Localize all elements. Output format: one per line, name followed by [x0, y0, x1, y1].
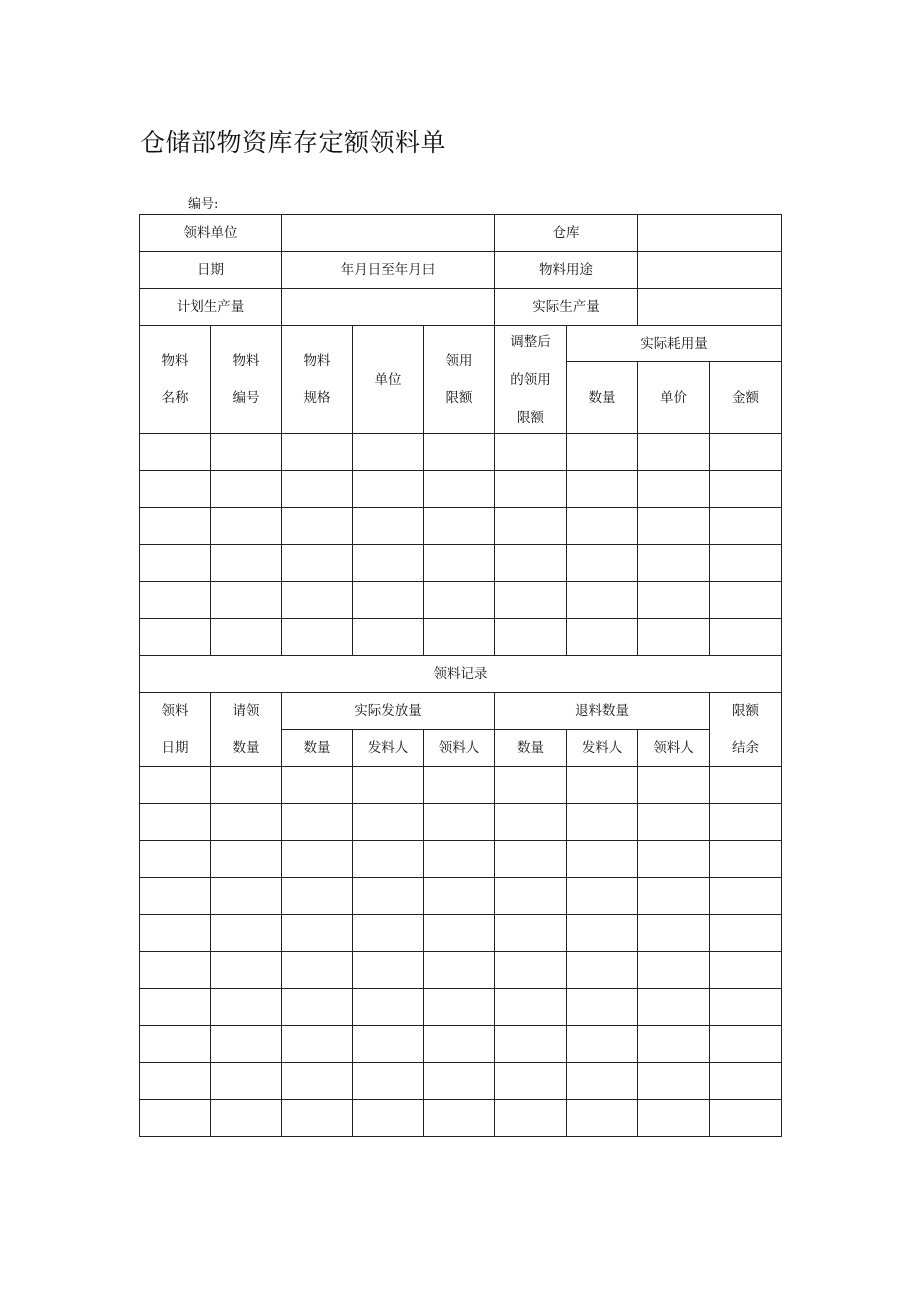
- table-cell[interactable]: [710, 952, 782, 989]
- actual-output-label: 实际生产量: [495, 289, 638, 326]
- planned-output-label: 计划生产量: [140, 289, 282, 326]
- table-cell[interactable]: [140, 989, 211, 1026]
- table-cell[interactable]: [710, 1063, 782, 1100]
- table-cell[interactable]: [710, 915, 782, 952]
- table-cell[interactable]: [495, 545, 567, 582]
- table-cell[interactable]: [140, 471, 211, 508]
- col-adjusted-limit-line3: 限额: [517, 409, 545, 426]
- table-cell[interactable]: [710, 508, 782, 545]
- table-row: [140, 915, 782, 952]
- table-cell[interactable]: [424, 434, 495, 471]
- table-cell[interactable]: [567, 1100, 638, 1137]
- table-cell[interactable]: [424, 804, 495, 841]
- table-row: [140, 619, 782, 656]
- table-cell[interactable]: [495, 508, 567, 545]
- table-cell[interactable]: [495, 767, 567, 804]
- table-cell[interactable]: [495, 989, 567, 1026]
- col-material-name-line2: 名称: [161, 390, 189, 406]
- table-cell[interactable]: [140, 1100, 211, 1137]
- materials-header-row-1: [140, 326, 782, 362]
- table-cell[interactable]: [638, 434, 710, 471]
- col-adjusted-limit-line2: 的领用: [510, 371, 551, 388]
- table-row: [140, 1063, 782, 1100]
- table-cell[interactable]: [638, 545, 710, 582]
- records-header-row-1: [140, 693, 782, 730]
- table-cell[interactable]: [567, 1063, 638, 1100]
- requisition-table: [139, 214, 782, 1137]
- table-cell[interactable]: [495, 804, 567, 841]
- records-section-row: [140, 656, 782, 693]
- table-cell[interactable]: [495, 841, 567, 878]
- table-cell[interactable]: [140, 434, 211, 471]
- table-cell[interactable]: [282, 619, 353, 656]
- table-cell[interactable]: [424, 582, 495, 619]
- table-cell[interactable]: [211, 1063, 282, 1100]
- table-row: [140, 841, 782, 878]
- table-cell[interactable]: [638, 841, 710, 878]
- table-cell[interactable]: [424, 619, 495, 656]
- table-cell[interactable]: [211, 841, 282, 878]
- form-title: 仓储部物资库存定额领料单: [140, 128, 447, 157]
- col-material-code: [211, 326, 282, 434]
- table-cell[interactable]: [353, 915, 424, 952]
- table-cell[interactable]: [567, 471, 638, 508]
- table-cell[interactable]: [424, 545, 495, 582]
- col-issued-receiver: 领料人: [424, 730, 495, 767]
- table-cell[interactable]: [140, 619, 211, 656]
- col-amount: 金额: [710, 362, 782, 434]
- table-cell[interactable]: [495, 952, 567, 989]
- table-cell[interactable]: [282, 1026, 353, 1063]
- table-cell[interactable]: [211, 619, 282, 656]
- table-cell[interactable]: [282, 915, 353, 952]
- table-cell[interactable]: [567, 952, 638, 989]
- table-cell[interactable]: [567, 1026, 638, 1063]
- records-rows: [140, 767, 782, 1137]
- table-cell[interactable]: [282, 878, 353, 915]
- group-actual-issued: 实际发放量: [282, 693, 495, 730]
- table-cell[interactable]: [638, 1026, 710, 1063]
- unit-field[interactable]: [282, 215, 495, 252]
- col-returned-quantity: 数量: [495, 730, 567, 767]
- table-cell[interactable]: [710, 471, 782, 508]
- table-cell[interactable]: [495, 1100, 567, 1137]
- table-cell[interactable]: [353, 582, 424, 619]
- table-cell[interactable]: [353, 1063, 424, 1100]
- table-cell[interactable]: [495, 878, 567, 915]
- warehouse-label: 仓库: [495, 215, 638, 252]
- table-cell[interactable]: [495, 1026, 567, 1063]
- table-cell[interactable]: [140, 841, 211, 878]
- table-cell[interactable]: [424, 767, 495, 804]
- col-usage-limit-line2: 限额: [445, 390, 473, 406]
- table-cell[interactable]: [710, 545, 782, 582]
- col-requested-qty: [211, 693, 282, 767]
- header-row-production: [140, 289, 782, 326]
- table-cell[interactable]: [211, 878, 282, 915]
- table-cell[interactable]: [424, 1063, 495, 1100]
- col-material-spec-line1: 物料: [303, 353, 331, 369]
- table-cell[interactable]: [424, 915, 495, 952]
- table-cell[interactable]: [353, 767, 424, 804]
- table-cell[interactable]: [424, 1100, 495, 1137]
- table-cell[interactable]: [211, 804, 282, 841]
- table-cell[interactable]: [353, 989, 424, 1026]
- table-cell[interactable]: [638, 1100, 710, 1137]
- table-cell[interactable]: [710, 1026, 782, 1063]
- table-row: [140, 804, 782, 841]
- table-cell[interactable]: [140, 545, 211, 582]
- table-row: [140, 508, 782, 545]
- materials-rows: [140, 434, 782, 656]
- col-material-spec-line2: 规格: [303, 390, 331, 406]
- table-row: [140, 952, 782, 989]
- table-cell[interactable]: [211, 434, 282, 471]
- table-cell[interactable]: [282, 582, 353, 619]
- col-requested-qty-line2: 数量: [232, 740, 260, 756]
- table-cell[interactable]: [638, 471, 710, 508]
- table-cell[interactable]: [495, 915, 567, 952]
- table-cell[interactable]: [495, 434, 567, 471]
- table-cell[interactable]: [211, 1100, 282, 1137]
- table-cell[interactable]: [638, 915, 710, 952]
- actual-output-field[interactable]: [638, 289, 782, 326]
- table-cell[interactable]: [495, 582, 567, 619]
- col-requisition-date: [140, 693, 211, 767]
- table-cell[interactable]: [353, 1100, 424, 1137]
- table-cell[interactable]: [353, 841, 424, 878]
- table-cell[interactable]: [211, 989, 282, 1026]
- col-requested-qty-line1: 请领: [232, 703, 260, 719]
- table-cell[interactable]: [567, 915, 638, 952]
- table-cell[interactable]: [282, 1063, 353, 1100]
- table-cell[interactable]: [140, 1063, 211, 1100]
- table-cell[interactable]: [710, 434, 782, 471]
- col-unit: 单位: [353, 326, 424, 434]
- header-row-unit: [140, 215, 782, 252]
- table-cell[interactable]: [638, 582, 710, 619]
- table-cell[interactable]: [140, 508, 211, 545]
- group-returned-qty: 退料数量: [495, 693, 710, 730]
- table-cell[interactable]: [140, 767, 211, 804]
- table-row: [140, 471, 782, 508]
- table-cell[interactable]: [567, 619, 638, 656]
- table-cell[interactable]: [567, 434, 638, 471]
- table-cell[interactable]: [353, 508, 424, 545]
- table-cell[interactable]: [638, 508, 710, 545]
- col-material-spec: [282, 326, 353, 434]
- table-cell[interactable]: [495, 1063, 567, 1100]
- table-cell[interactable]: [140, 878, 211, 915]
- table-cell[interactable]: [567, 878, 638, 915]
- date-label: 日期: [140, 252, 282, 289]
- purpose-field[interactable]: [638, 252, 782, 289]
- serial-number-label: 编号:: [188, 197, 219, 212]
- table-cell[interactable]: [282, 767, 353, 804]
- records-section-title: 领料记录: [140, 656, 782, 693]
- table-cell[interactable]: [710, 767, 782, 804]
- table-cell[interactable]: [282, 471, 353, 508]
- table-cell[interactable]: [211, 952, 282, 989]
- table-cell[interactable]: [567, 508, 638, 545]
- table-cell[interactable]: [282, 841, 353, 878]
- table-cell[interactable]: [353, 878, 424, 915]
- col-requisition-date-line1: 领料: [161, 703, 189, 719]
- table-row: [140, 545, 782, 582]
- col-requisition-date-line2: 日期: [161, 740, 189, 756]
- table-cell[interactable]: [353, 471, 424, 508]
- col-limit-balance-line1: 限额: [732, 703, 760, 719]
- table-cell[interactable]: [211, 915, 282, 952]
- col-limit-balance: [710, 693, 782, 767]
- table-cell[interactable]: [424, 1026, 495, 1063]
- table-cell[interactable]: [567, 767, 638, 804]
- table-cell[interactable]: [495, 471, 567, 508]
- table-cell[interactable]: [710, 989, 782, 1026]
- col-usage-limit: [424, 326, 495, 434]
- col-material-name-line1: 物料: [161, 353, 189, 369]
- table-cell[interactable]: [424, 952, 495, 989]
- table-cell[interactable]: [638, 767, 710, 804]
- table-cell[interactable]: [211, 582, 282, 619]
- table-cell[interactable]: [353, 545, 424, 582]
- col-returned-receiver: 领料人: [638, 730, 710, 767]
- col-quantity: 数量: [567, 362, 638, 434]
- table-cell[interactable]: [140, 804, 211, 841]
- table-cell[interactable]: [353, 619, 424, 656]
- table-cell[interactable]: [211, 545, 282, 582]
- table-cell[interactable]: [567, 841, 638, 878]
- table-cell[interactable]: [140, 915, 211, 952]
- col-material-code-line1: 物料: [232, 353, 260, 369]
- table-cell[interactable]: [567, 804, 638, 841]
- col-issued-by: 发料人: [353, 730, 424, 767]
- col-adjusted-limit-line1: 调整后: [510, 333, 551, 350]
- table-cell[interactable]: [710, 878, 782, 915]
- table-cell[interactable]: [211, 508, 282, 545]
- table-cell[interactable]: [638, 878, 710, 915]
- table-cell[interactable]: [567, 989, 638, 1026]
- table-cell[interactable]: [282, 989, 353, 1026]
- table-cell[interactable]: [424, 841, 495, 878]
- table-cell[interactable]: [140, 1026, 211, 1063]
- table-row: [140, 1100, 782, 1137]
- table-row: [140, 434, 782, 471]
- col-returned-by: 发料人: [567, 730, 638, 767]
- table-cell[interactable]: [211, 471, 282, 508]
- table-cell[interactable]: [424, 878, 495, 915]
- table-cell[interactable]: [211, 1026, 282, 1063]
- table-cell[interactable]: [710, 841, 782, 878]
- table-cell[interactable]: [140, 582, 211, 619]
- table-cell[interactable]: [638, 1063, 710, 1100]
- table-row: [140, 582, 782, 619]
- table-cell[interactable]: [710, 1100, 782, 1137]
- table-row: [140, 1026, 782, 1063]
- table-cell[interactable]: [638, 804, 710, 841]
- date-field[interactable]: 年月日至年月曰: [282, 252, 495, 289]
- table-cell[interactable]: [638, 952, 710, 989]
- table-cell[interactable]: [710, 619, 782, 656]
- table-cell[interactable]: [282, 434, 353, 471]
- table-cell[interactable]: [353, 1026, 424, 1063]
- table-cell[interactable]: [140, 952, 211, 989]
- col-material-code-line2: 编号: [232, 390, 260, 406]
- table-cell[interactable]: [282, 508, 353, 545]
- table-row: [140, 989, 782, 1026]
- table-row: [140, 767, 782, 804]
- col-unit-price: 单价: [638, 362, 710, 434]
- table-cell[interactable]: [638, 619, 710, 656]
- group-actual-consumption: 实际耗用量: [567, 326, 782, 362]
- purpose-label: 物料用途: [495, 252, 638, 289]
- table-cell[interactable]: [424, 471, 495, 508]
- table-cell[interactable]: [424, 989, 495, 1026]
- header-row-date: [140, 252, 782, 289]
- table-cell[interactable]: [282, 952, 353, 989]
- table-row: [140, 878, 782, 915]
- table-cell[interactable]: [567, 545, 638, 582]
- unit-label: 领料单位: [140, 215, 282, 252]
- table-cell[interactable]: [353, 952, 424, 989]
- table-cell[interactable]: [282, 804, 353, 841]
- col-issued-quantity: 数量: [282, 730, 353, 767]
- table-cell[interactable]: [710, 804, 782, 841]
- table-cell[interactable]: [353, 804, 424, 841]
- planned-output-field[interactable]: [282, 289, 495, 326]
- col-limit-balance-line2: 结余: [732, 740, 760, 756]
- table-cell[interactable]: [567, 582, 638, 619]
- col-usage-limit-line1: 领用: [445, 353, 473, 369]
- table-cell[interactable]: [211, 767, 282, 804]
- table-cell[interactable]: [282, 1100, 353, 1137]
- warehouse-field[interactable]: [638, 215, 782, 252]
- table-cell[interactable]: [424, 508, 495, 545]
- table-cell[interactable]: [638, 989, 710, 1026]
- table-cell[interactable]: [282, 545, 353, 582]
- col-material-name: [140, 326, 211, 434]
- table-cell[interactable]: [710, 582, 782, 619]
- col-adjusted-limit: [495, 326, 567, 434]
- table-cell[interactable]: [495, 619, 567, 656]
- table-cell[interactable]: [353, 434, 424, 471]
